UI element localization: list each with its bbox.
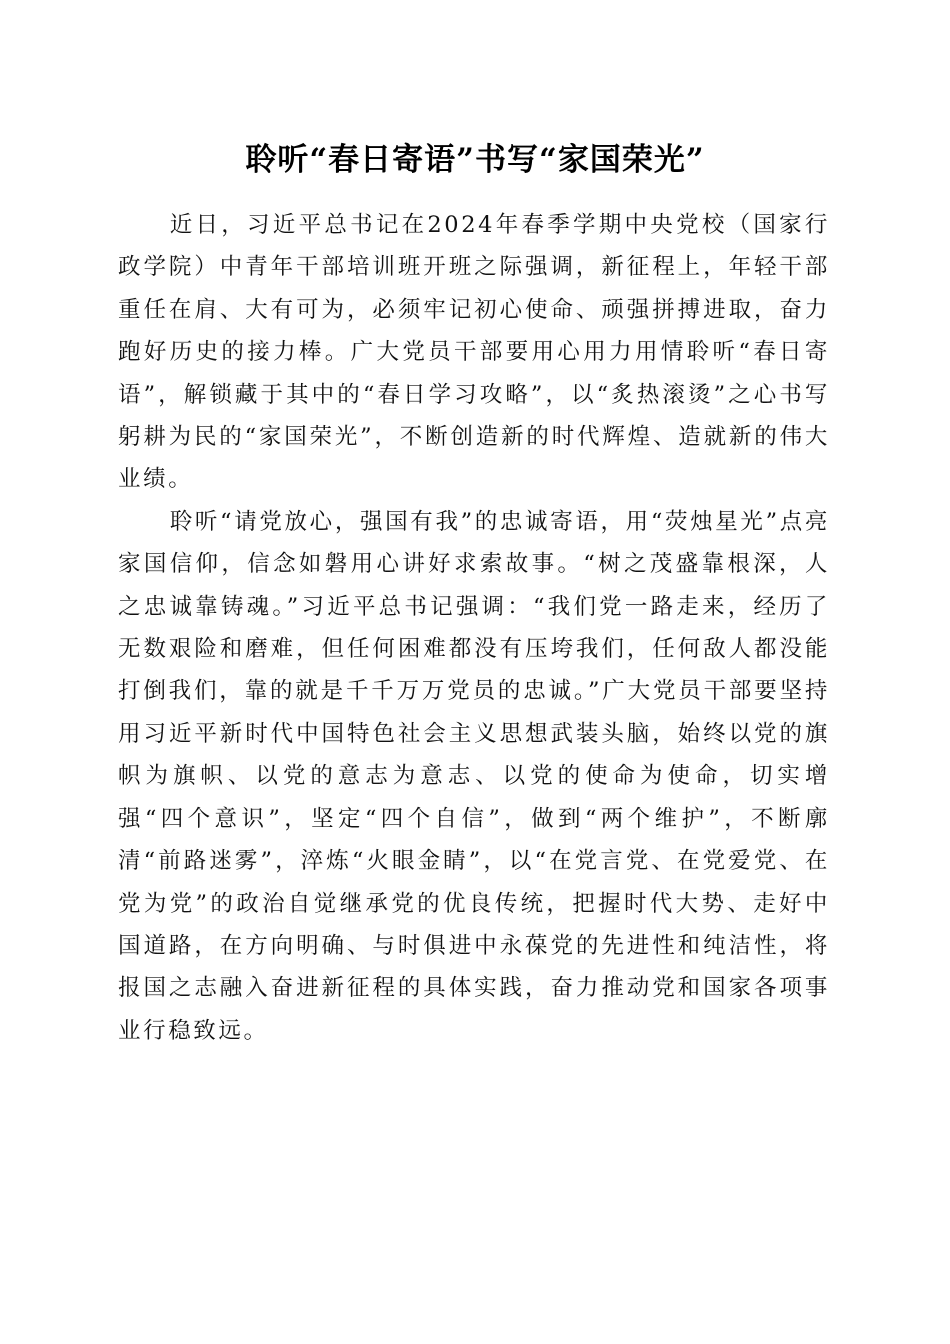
paragraph-2: 聆听“请党放心，强国有我”的忠诚寄语，用“荧烛星光”点亮家国信仰，信念如磐用心讲好求索故事。“树之茂盛靠根深，人之忠诚靠铸魂。”习近平总书记强调：“我们党一路走来，经历了无数艰险和磨难，但任何困难都没有压垮我们，任何敌人都没能打倒我们，靠的就是千千万万党员的忠诚。”广大党员干部要坚持用习近平新时代中国特色社会主义思想武装头脑，始终以党的旗帜为旗帜、以党的意志为意志、以党的使命为使命，切实增强“四个意识”，坚定“四个自信”，做到“两个维护”，不断廓清“前路迷雾”，淬炼“火眼金睛”，以“在党言党、在党爱党、在党为党”的政治自觉继承党的优良传统，把握时代大势、走好中国道路，在方向明确、与时俱进中永葆党的先进性和纯洁性，将报国之志融入奋进新征程的具体实践，奋力推动党和国家各项事业行稳致远。 xyxy=(118,508,830,1044)
document-body xyxy=(118,204,830,1052)
paragraph-1: 近日，习近平总书记在2024年春季学期中央党校（国家行政学院）中青年干部培训班开班之际强调，新征程上，年轻干部重任在肩、大有可为，必须牢记初心使命、顽强拼搏进取，奋力跑好历史的接力棒。广大党员干部要用心用力用情聆听“春日寄语”，解锁藏于其中的“春日学习攻略”，以“炙热滚烫”之心书写躬耕为民的“家国荣光”，不断创造新的时代辉煌、造就新的伟大业绩。 xyxy=(118,212,830,493)
document-title: 聆听“春日寄语”书写“家国荣光” xyxy=(245,142,705,178)
